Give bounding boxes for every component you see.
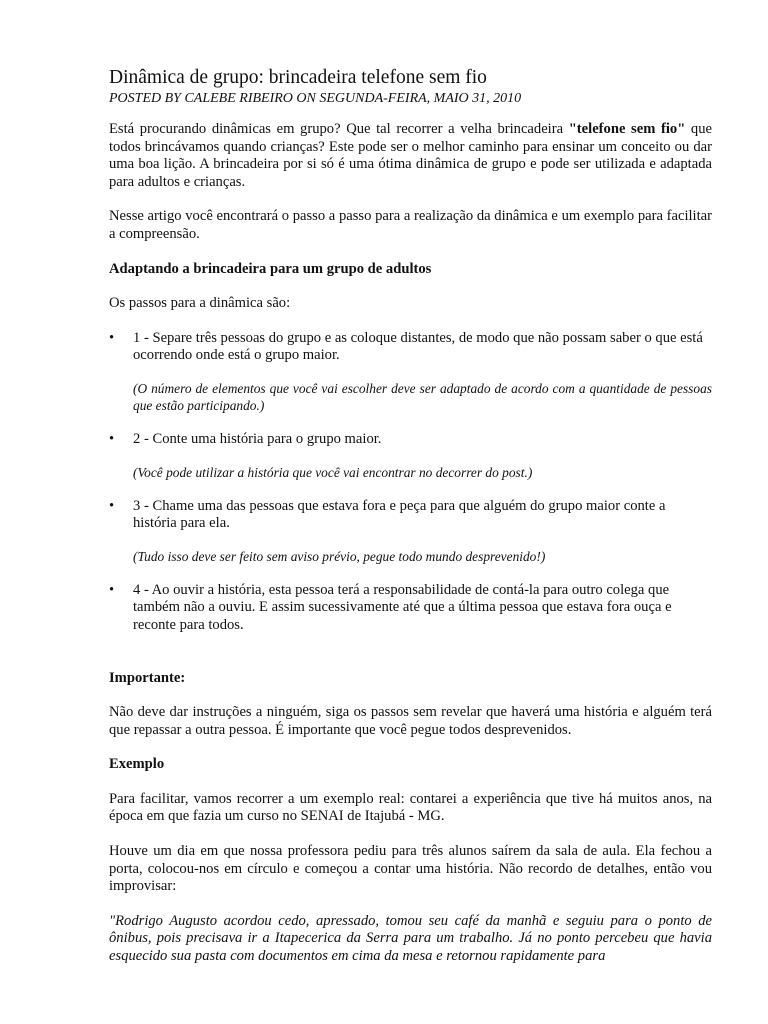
list-item (109, 582, 712, 635)
spacer (109, 652, 712, 670)
list-item (109, 330, 712, 414)
step-note: (Você pode utilizar a história que você vai encontrar no decorrer do post.) (133, 464, 533, 480)
article-byline: POSTED BY CALEBE RIBEIRO ON SEGUNDA-FEIRA, MAIO 31, 2010 (109, 91, 522, 106)
intro-bold-phrase: "telefone sem fio" (568, 121, 686, 137)
story-quote: "Rodrigo Augusto acordou cedo, apressado, tomou seu café da manhã e seguiu para o ponto de ônibus, pois precisava ir a Itapecerica da Serra para um trabalho. Já no ponto percebeu que havia esquecido sua pasta com documentos em cima da mesa e retornou rapidamente para (109, 912, 712, 965)
intro-text-end: que todos brincávamos quando crianças? Este pode ser o melhor caminho para ensinar um conceito ou dar uma boa lição. A brincadeira por si só é uma ótima dinâmica de grupo e pode ser utilizada e adaptada para adultos e crianças. (109, 121, 712, 190)
bullet-icon: • (109, 329, 115, 346)
step-text: 3 - Chame uma das pessoas que estava fora e peça para que alguém do grupo maior conte a história para ela. (133, 497, 666, 532)
step-text: 2 - Conte uma história para o grupo maior. (133, 430, 382, 447)
intro-paragraph-2: Nesse artigo você encontrará o passo a passo para a realização da dinâmica e um exemplo para facilitar a compreensão. (109, 208, 712, 242)
step-note: (Tudo isso deve ser feito sem aviso prévio, pegue todo mundo desprevenido!) (133, 548, 546, 564)
example-heading: Exemplo (109, 756, 165, 773)
bullet-icon: • (109, 430, 115, 447)
steps-list (109, 330, 712, 635)
step-text: 4 - Ao ouvir a história, esta pessoa terá a responsabilidade de contá-la para outro colega que também não a ouviu. E assim sucessivamente até que a última pessoa que estava fora ouça e reconte para todos. (133, 581, 672, 633)
step-note: (O número de elementos que você vai escolher deve ser adaptado de acordo com a quantidade de pessoas que estão participando.) (133, 380, 712, 413)
important-heading: Importante: (109, 669, 186, 686)
list-item (109, 431, 712, 481)
steps-intro: Os passos para a dinâmica são: (109, 295, 291, 312)
document-page (109, 66, 712, 983)
important-paragraph: Não deve dar instruções a ninguém, siga os passos sem revelar que haverá uma história e alguém terá que repassar a outra pessoa. É importante que você pegue todos desprevenidos. (109, 704, 712, 738)
adapting-heading: Adaptando a brincadeira para um grupo de adultos (109, 260, 432, 277)
bullet-icon: • (109, 497, 115, 514)
bullet-icon: • (109, 581, 115, 598)
example-paragraph-2: Houve um dia em que nossa professora pediu para três alunos saírem da sala de aula. Ela fechou a porta, colocou-nos em círculo e começou a contar uma história. Não recordo de detalhes, então vou improvisar: (109, 843, 712, 895)
list-item (109, 498, 712, 565)
intro-paragraph (109, 121, 712, 191)
intro-text-start: Está procurando dinâmicas em grupo? Que tal recorrer a velha brincadeira (109, 121, 569, 137)
article-title: Dinâmica de grupo: brincadeira telefone sem fio (109, 67, 487, 88)
example-paragraph-1: Para facilitar, vamos recorrer a um exemplo real: contarei a experiência que tive há muitos anos, na época em que fazia um curso no SENAI de Itajubá - MG. (109, 790, 712, 825)
step-text: 1 - Separe três pessoas do grupo e as coloque distantes, de modo que não possam saber o que está ocorrendo onde está o grupo maior. (133, 329, 703, 364)
